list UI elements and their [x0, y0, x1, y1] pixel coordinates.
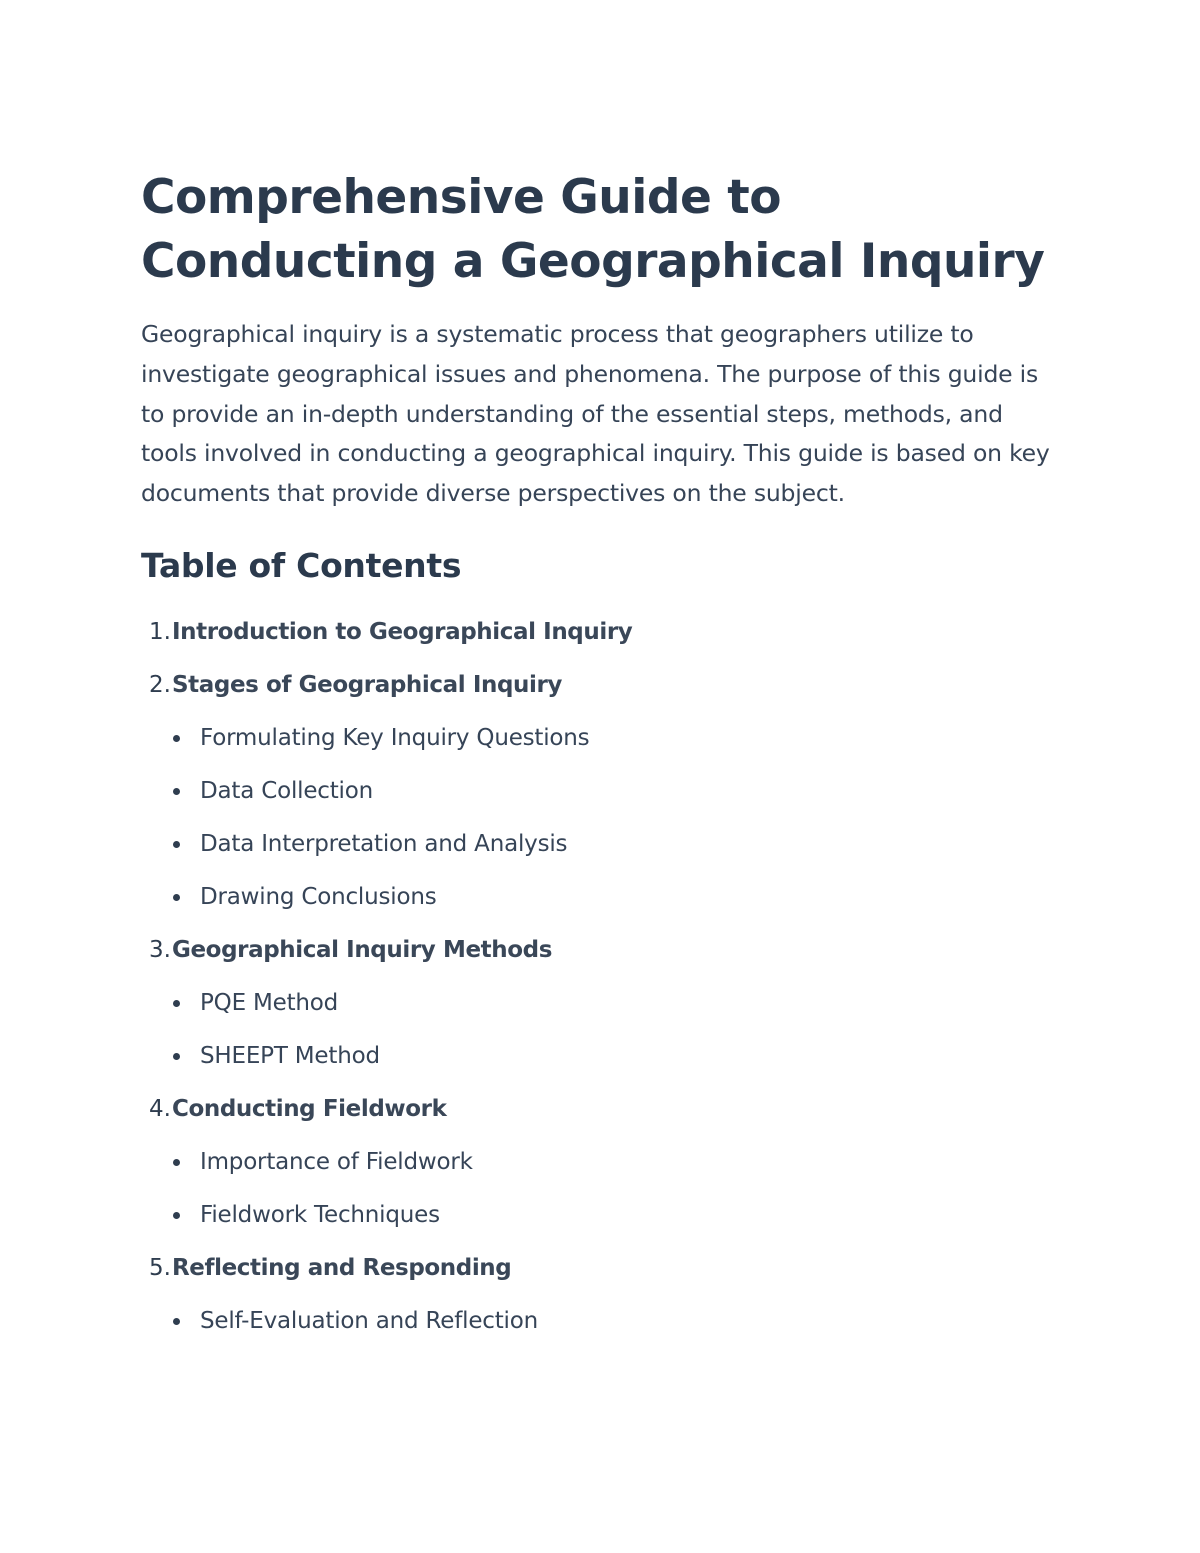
toc-subsection-item: [141, 712, 1061, 765]
toc-subsection-list: [141, 1136, 1061, 1242]
toc-subsection-item: [141, 1030, 1061, 1083]
toc-section-number: 3.: [149, 937, 171, 964]
toc-subsection-item: [141, 871, 1061, 924]
toc-subsection-label: SHEEPT Method: [200, 1043, 380, 1070]
bullet-icon: [173, 1318, 180, 1325]
toc-section-label: Geographical Inquiry Methods: [172, 937, 552, 964]
toc-subsection-label: Drawing Conclusions: [200, 884, 437, 911]
toc-section: [141, 1083, 1061, 1242]
toc-subsection-list: [141, 977, 1061, 1083]
toc-section-row: [141, 606, 1061, 659]
intro-paragraph: Geographical inquiry is a systematic process that geographers utilize to investigate geographical issues and phenomena. The purpose of this guide is to provide an in-depth understanding of the essential steps, methods, and tools involved in conducting a geographical inquiry. This guide is based on key documents that provide diverse perspectives on the subject.: [141, 320, 1050, 508]
toc-section-number: 5.: [149, 1255, 171, 1282]
toc-section-label: Conducting Fieldwork: [172, 1096, 447, 1123]
toc-subsection-item: [141, 818, 1061, 871]
toc-subsection-label: Data Interpretation and Analysis: [200, 831, 568, 858]
toc-subsection-list: [141, 712, 1061, 924]
toc-subsection-item: [141, 1189, 1061, 1242]
bullet-icon: [173, 1000, 180, 1007]
bullet-icon: [173, 1159, 180, 1166]
toc-subsection-item: [141, 977, 1061, 1030]
toc-section-label: Introduction to Geographical Inquiry: [172, 619, 633, 646]
toc-subsection-label: Self-Evaluation and Reflection: [200, 1308, 538, 1335]
document-title: Comprehensive Guide to Conducting a Geographical Inquiry: [141, 170, 1045, 289]
toc-subsection-label: Formulating Key Inquiry Questions: [200, 725, 590, 752]
toc-subsection-label: Fieldwork Techniques: [200, 1202, 440, 1229]
toc-section-row: [141, 659, 1061, 712]
bullet-icon: [173, 788, 180, 795]
toc-section: [141, 1242, 1061, 1348]
bullet-icon: [173, 894, 180, 901]
table-of-contents: [141, 606, 1061, 1348]
toc-subsection-label: Data Collection: [200, 778, 373, 805]
toc-section-number: 2.: [149, 672, 171, 699]
toc-subsection-item: [141, 1295, 1061, 1348]
toc-section-row: [141, 924, 1061, 977]
toc-section: [141, 606, 1061, 659]
toc-section-row: [141, 1083, 1061, 1136]
toc-subsection-label: PQE Method: [200, 990, 339, 1017]
toc-section-number: 4.: [149, 1096, 171, 1123]
toc-subsection-label: Importance of Fieldwork: [200, 1149, 473, 1176]
bullet-icon: [173, 841, 180, 848]
toc-subsection-item: [141, 765, 1061, 818]
toc-heading: Table of Contents: [141, 545, 462, 585]
toc-section-number: 1.: [149, 619, 171, 646]
bullet-icon: [173, 1053, 180, 1060]
toc-section: [141, 924, 1061, 1083]
toc-section-row: [141, 1242, 1061, 1295]
toc-section-label: Stages of Geographical Inquiry: [172, 672, 563, 699]
document-content: [141, 166, 1061, 1348]
toc-section-label: Reflecting and Responding: [172, 1255, 512, 1282]
toc-subsection-item: [141, 1136, 1061, 1189]
toc-subsection-list: [141, 1295, 1061, 1348]
bullet-icon: [173, 735, 180, 742]
toc-section: [141, 659, 1061, 924]
bullet-icon: [173, 1212, 180, 1219]
